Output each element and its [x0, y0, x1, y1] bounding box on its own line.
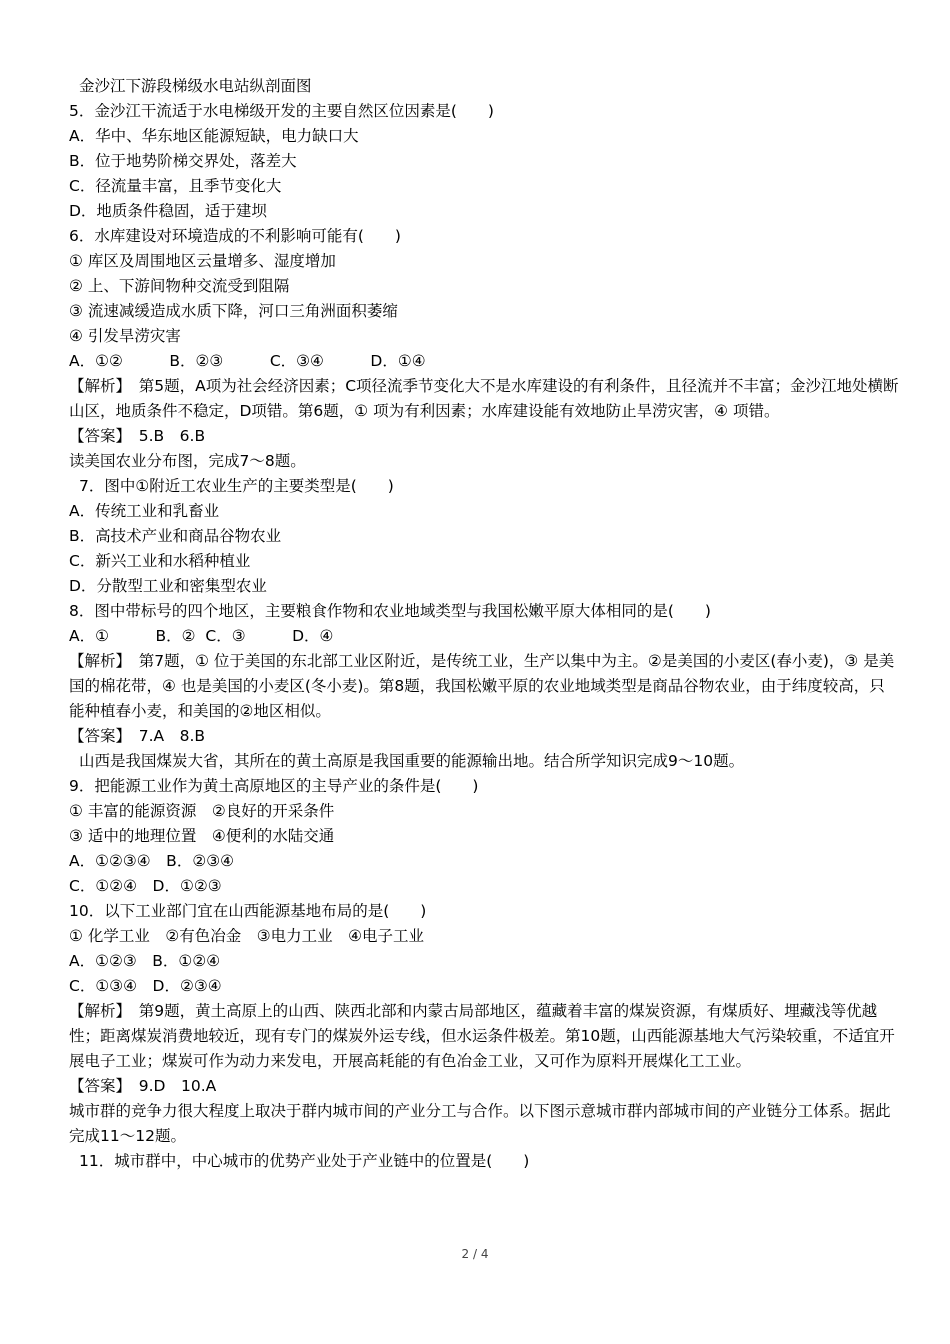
- text-paragraph: 城市群的竞争力很大程度上取决于群内城市间的产业分工与合作。以下图示意城市群内部城市间的产业链分工体系。据此完成11～12题。: [69, 1102, 891, 1145]
- text-line: A．①②③ B．①②④: [69, 952, 221, 970]
- text-line: 【答案】 9.D 10.A: [69, 1077, 217, 1095]
- text-line: D．地质条件稳固，适于建坝: [69, 202, 267, 220]
- text-line: 【答案】 7.A 8.B: [69, 727, 206, 745]
- text-line: A．①② B．②③ C．③④ D．①④: [69, 352, 426, 370]
- text-line: 【答案】 5.B 6.B: [69, 427, 206, 445]
- text-line: C．新兴工业和水稻种植业: [69, 552, 251, 570]
- text-line: 8．图中带标号的四个地区，主要粮食作物和农业地域类型与我国松嫩平原大体相同的是( ): [69, 602, 711, 620]
- text-line: B．位于地势阶梯交界处，落差大: [69, 152, 297, 170]
- text-line: 11．城市群中，中心城市的优势产业处于产业链中的位置是( ): [79, 1152, 530, 1170]
- page-number: 2 / 4: [461, 1247, 489, 1261]
- text-line: A．①②③④ B．②③④: [69, 852, 235, 870]
- text-paragraph: 【解析】 第9题，黄土高原上的山西、陕西北部和内蒙古局部地区，蕴藏着丰富的煤炭资源，有煤质好、埋藏浅等优越性；距离煤炭消费地较近，现有专门的煤炭外运专线，但水运条件极差。第10题，山西能源基地大气污染较重，不适宜开展电子工业；煤炭可作为动力来发电，开展高耗能的有色冶金工业，又可作为原料开展煤化工工业。: [69, 1002, 895, 1070]
- text-line: 山西是我国煤炭大省，其所在的黄土高原是我国重要的能源输出地。结合所学知识完成9～10题。: [79, 752, 745, 770]
- text-line: 9．把能源工业作为黄土高原地区的主导产业的条件是( ): [69, 777, 479, 795]
- text-line: ② 上、下游间物种交流受到阻隔: [69, 277, 290, 295]
- text-line: ① 化学工业 ②有色冶金 ③电力工业 ④电子工业: [69, 927, 425, 945]
- text-line: C．①③④ D．②③④: [69, 977, 222, 995]
- text-line: 7．图中①附近工农业生产的主要类型是( ): [79, 477, 394, 495]
- text-paragraph: 【解析】 第7题，① 位于美国的东北部工业区附近，是传统工业，生产以集中为主。②是美国的小麦区(春小麦)，③ 是美国的棉花带，④ 也是美国的小麦区(冬小麦)。第8题，我国松嫩平原的农业地域类型是商品谷物农业，由于纬度较高，只能种植春小麦，和美国的②地区相似。: [69, 652, 895, 720]
- text-paragraph: 【解析】 第5题，A项为社会经济因素；C项径流季节变化大不是水库建设的有利条件，且径流并不丰富；金沙江地处横断山区，地质条件不稳定，D项错。第6题，① 项为有利因素；水库建设能有效地防止旱涝灾害，④ 项错。: [69, 377, 899, 420]
- document-body: [69, 74, 899, 1174]
- text-line: ① 库区及周围地区云量增多、湿度增加: [69, 252, 336, 270]
- text-line: A．① B．② C．③ D．④: [69, 627, 334, 645]
- text-line: 读美国农业分布图，完成7～8题。: [69, 452, 306, 470]
- text-line: ③ 流速减缓造成水质下降，河口三角洲面积萎缩: [69, 302, 398, 320]
- text-line: ① 丰富的能源资源 ②良好的开采条件: [69, 802, 335, 820]
- text-line: 6．水库建设对环境造成的不利影响可能有( ): [69, 227, 401, 245]
- text-line: A．华中、华东地区能源短缺，电力缺口大: [69, 127, 359, 145]
- text-line: C．①②④ D．①②③: [69, 877, 222, 895]
- text-line: C．径流量丰富，且季节变化大: [69, 177, 282, 195]
- text-line: D．分散型工业和密集型农业: [69, 577, 267, 595]
- text-line: A．传统工业和乳畜业: [69, 502, 220, 520]
- text-line: 金沙江下游段梯级水电站纵剖面图: [79, 77, 312, 95]
- text-line: 5．金沙江干流适于水电梯级开发的主要自然区位因素是( ): [69, 102, 494, 120]
- text-line: ④ 引发旱涝灾害: [69, 327, 181, 345]
- text-line: ③ 适中的地理位置 ④便利的水陆交通: [69, 827, 335, 845]
- text-line: 10．以下工业部门宜在山西能源基地布局的是( ): [69, 902, 427, 920]
- text-line: B．高技术产业和商品谷物农业: [69, 527, 282, 545]
